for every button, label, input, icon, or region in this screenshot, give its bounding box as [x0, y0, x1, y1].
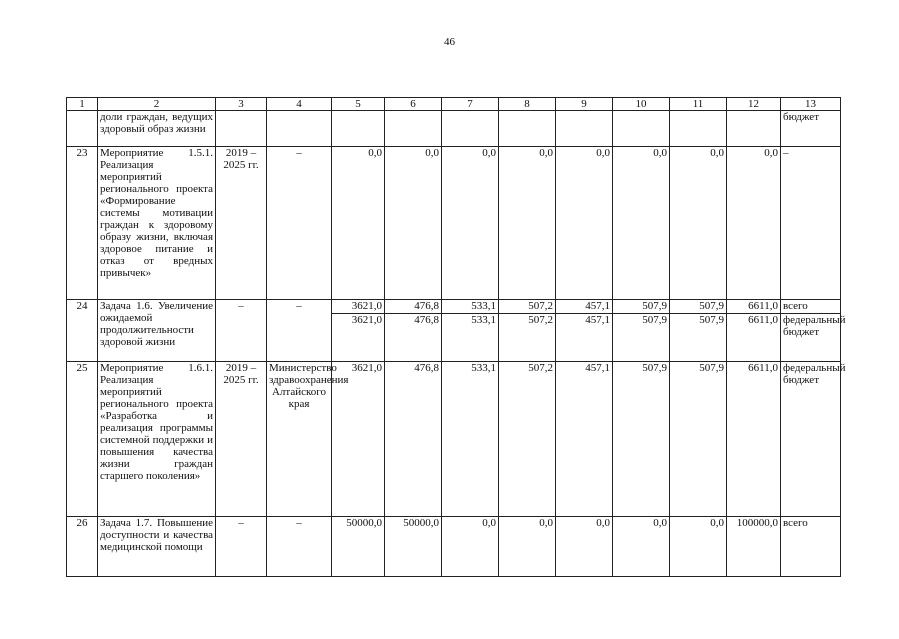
- value-cell: 6611,0: [727, 300, 781, 314]
- value-cell: [332, 111, 385, 147]
- value-cell: 507,9: [613, 362, 670, 517]
- row-number-cell: 25: [67, 362, 98, 517]
- value-cell: 457,1: [556, 314, 613, 362]
- value-cell: 100000,0: [727, 517, 781, 577]
- value-cell: 476,8: [385, 300, 442, 314]
- row-name-cell: Задача 1.7. Повышение доступности и качества медицинской помощи: [98, 517, 216, 577]
- period-cell: –: [216, 517, 267, 577]
- value-cell: 457,1: [556, 362, 613, 517]
- value-cell: 507,9: [670, 314, 727, 362]
- period-cell: 2019 – 2025 гг.: [216, 362, 267, 517]
- executor-cell: Министерство здравоохранения Алтайского края: [267, 362, 332, 517]
- value-cell: [613, 111, 670, 147]
- value-cell: 507,9: [670, 362, 727, 517]
- row-name-cell: доли граждан, ведущих здоровый образ жизни: [98, 111, 216, 147]
- value-cell: 50000,0: [332, 517, 385, 577]
- budget-table: [66, 97, 846, 577]
- value-cell: [442, 111, 499, 147]
- value-cell: 0,0: [442, 517, 499, 577]
- value-cell: [499, 111, 556, 147]
- column-header: 4: [267, 98, 332, 111]
- value-cell: 0,0: [499, 517, 556, 577]
- row-name-cell: Задача 1.6. Увеличение ожидаемой продолжительности здоровой жизни: [98, 300, 216, 362]
- value-cell: 533,1: [442, 314, 499, 362]
- value-cell: [727, 111, 781, 147]
- value-cell: 476,8: [385, 362, 442, 517]
- value-cell: 507,2: [499, 314, 556, 362]
- executor-cell: –: [267, 147, 332, 300]
- value-cell: 507,9: [670, 300, 727, 314]
- funding-source-cell: всего: [781, 517, 841, 577]
- column-header: 10: [613, 98, 670, 111]
- column-header: 1: [67, 98, 98, 111]
- value-cell: 507,9: [613, 300, 670, 314]
- table-row: [67, 300, 841, 314]
- value-cell: 507,9: [613, 314, 670, 362]
- column-header: 12: [727, 98, 781, 111]
- row-name-cell: Мероприятие 1.5.1. Реализация мероприятий регионального проекта «Формирование системы мотивации граждан к здоровому образу жизни, включая здоровое питание и отказ от вредных привычек»: [98, 147, 216, 300]
- value-cell: 533,1: [442, 300, 499, 314]
- column-header: 3: [216, 98, 267, 111]
- value-cell: 0,0: [670, 147, 727, 300]
- column-header: 2: [98, 98, 216, 111]
- period-cell: [216, 111, 267, 147]
- value-cell: 0,0: [670, 517, 727, 577]
- row-number-cell: [67, 111, 98, 147]
- value-cell: 533,1: [442, 362, 499, 517]
- funding-source-cell: всего: [781, 300, 841, 314]
- value-cell: 0,0: [727, 147, 781, 300]
- value-cell: 0,0: [385, 147, 442, 300]
- value-cell: 507,2: [499, 300, 556, 314]
- column-header: 5: [332, 98, 385, 111]
- funding-source-cell: бюджет: [781, 111, 841, 147]
- column-header: 8: [499, 98, 556, 111]
- table-row: [67, 362, 841, 517]
- column-header: 11: [670, 98, 727, 111]
- value-cell: 0,0: [613, 147, 670, 300]
- table-row: [67, 147, 841, 300]
- column-header: 9: [556, 98, 613, 111]
- column-header: 6: [385, 98, 442, 111]
- value-cell: [385, 111, 442, 147]
- row-number-cell: 26: [67, 517, 98, 577]
- table-row: [67, 111, 841, 147]
- funding-source-cell: –: [781, 147, 841, 300]
- value-cell: 0,0: [442, 147, 499, 300]
- funding-source-cell: федеральный бюджет: [781, 314, 841, 362]
- value-cell: 3621,0: [332, 300, 385, 314]
- table-header-row: [67, 98, 841, 111]
- value-cell: 3621,0: [332, 314, 385, 362]
- value-cell: 0,0: [556, 147, 613, 300]
- executor-cell: [267, 111, 332, 147]
- value-cell: 6611,0: [727, 314, 781, 362]
- column-header: 7: [442, 98, 499, 111]
- value-cell: [556, 111, 613, 147]
- page-number: 46: [444, 36, 455, 48]
- period-cell: 2019 – 2025 гг.: [216, 147, 267, 300]
- executor-cell: –: [267, 300, 332, 362]
- value-cell: 476,8: [385, 314, 442, 362]
- table-row: [67, 517, 841, 577]
- value-cell: 0,0: [613, 517, 670, 577]
- column-header: 13: [781, 98, 841, 111]
- row-number-cell: 24: [67, 300, 98, 362]
- row-name-cell: Мероприятие 1.6.1. Реализация мероприятий регионального проекта «Разработка и реализация программы системной поддержки и повышения качества жизни граждан старшего поколения»: [98, 362, 216, 517]
- row-number-cell: 23: [67, 147, 98, 300]
- value-cell: [670, 111, 727, 147]
- value-cell: 457,1: [556, 300, 613, 314]
- period-cell: –: [216, 300, 267, 362]
- value-cell: 0,0: [556, 517, 613, 577]
- funding-source-cell: федеральный бюджет: [781, 362, 841, 517]
- value-cell: 50000,0: [385, 517, 442, 577]
- value-cell: 0,0: [332, 147, 385, 300]
- value-cell: 3621,0: [332, 362, 385, 517]
- value-cell: 507,2: [499, 362, 556, 517]
- value-cell: 6611,0: [727, 362, 781, 517]
- value-cell: 0,0: [499, 147, 556, 300]
- executor-cell: –: [267, 517, 332, 577]
